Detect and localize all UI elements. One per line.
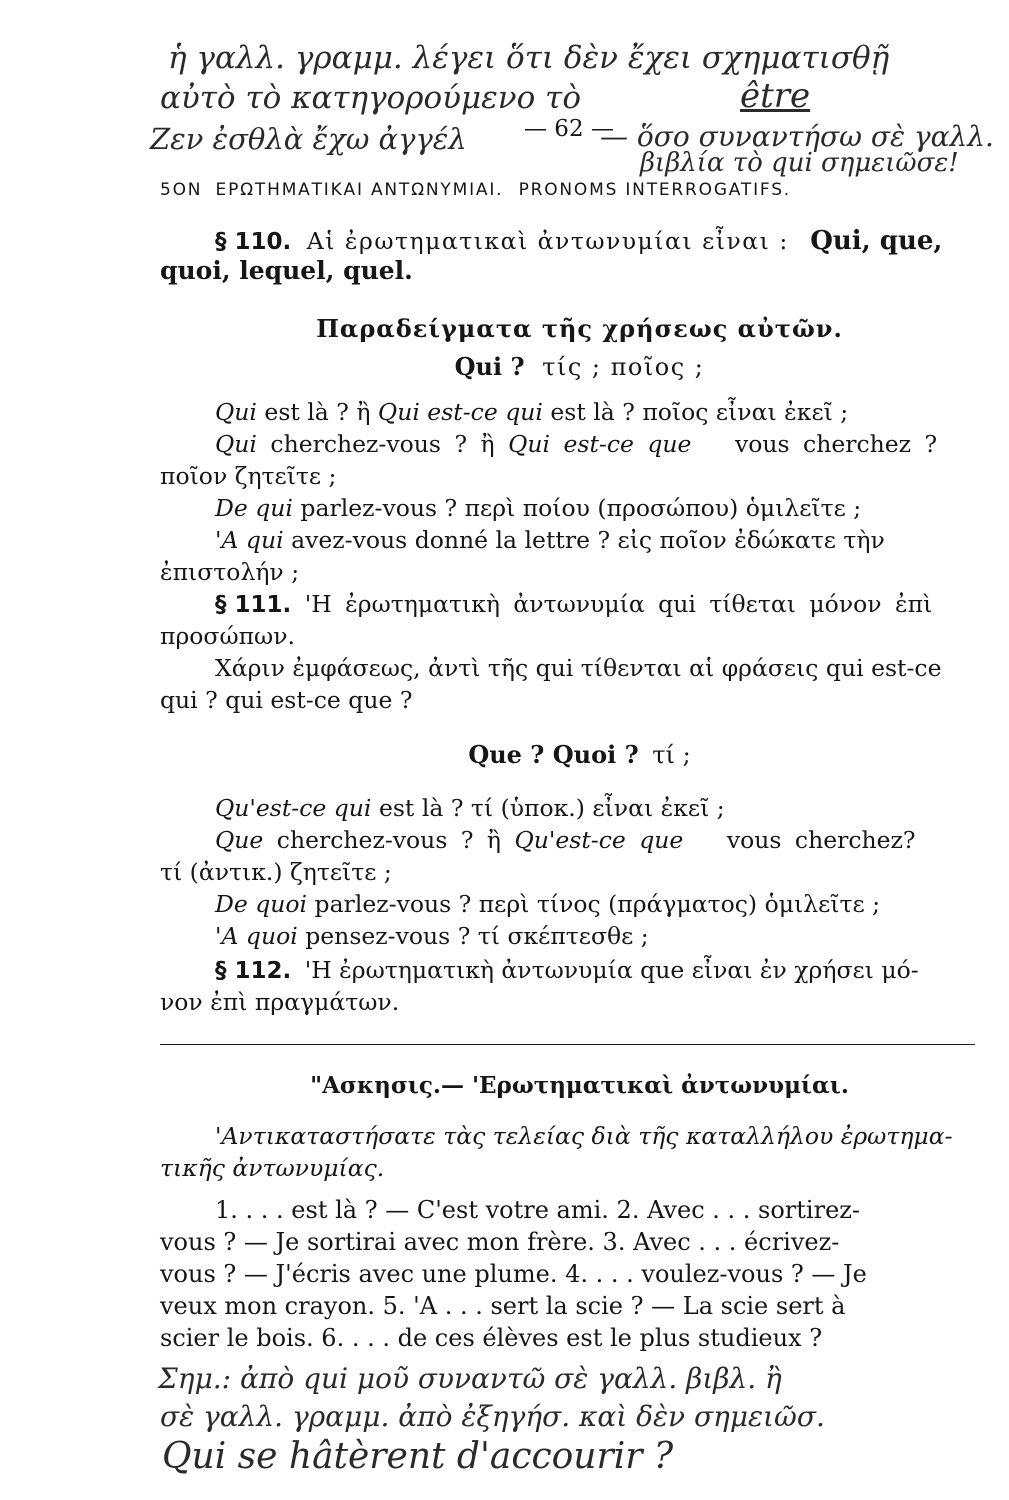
section-number: 5ON [160,180,203,200]
que-example-1: Qu'est-ce qui est là ? τί (ὑποκ.) εἶναι ἐκεῖ ; [215,794,725,822]
p110-bold-2: quoi, lequel, quel. [160,256,413,285]
handwritten-note-bottom-1: Σημ.: ἀπὸ qui μοῦ συναντῶ σὲ γαλλ. βιβλ. ἢ [158,1362,782,1395]
section-112-number: § 112. [215,958,292,984]
qui-example-2-cont: ποῖον ζητεῖτε ; [160,462,337,490]
handwritten-note-bottom-3: Qui se hâtèrent d'accourir ? [162,1436,674,1477]
page-number: — 62 — [524,116,614,142]
handwritten-note-1: ἡ γαλλ. γραμμ. λέγει ὅτι δὲν ἔχει σχηματισθῇ [168,40,890,76]
qui-example-3: De qui parlez-vous ? περὶ ποίου (προσώπου) ὁμιλεῖτε ; [215,494,862,522]
p111-text-2: προσώπων. [160,622,295,650]
exercise-line-4: veux mon crayon. 5. 'A . . . sert la scie ? — La scie sert à [160,1292,846,1320]
que-heading-greek: τί ; [652,741,691,769]
p111-text-3: Χάριν ἐμφάσεως, ἀντὶ τῆς qui τίθενται αἱ φράσεις qui est-ce [215,654,942,682]
qui-example-2: Qui cherchez-vous ? ἢ Qui est-ce que vous cherchez ? [215,430,938,458]
que-example-2-cont: τί (ἀντικ.) ζητεῖτε ; [160,858,392,886]
section-header [160,180,791,200]
exercise-instruction-2: τικῆς ἀντωνυμίας. [160,1154,385,1182]
p110-bold-1: Qui, que, [810,226,943,256]
paragraph-110 [215,226,942,256]
handwritten-note-3b: — ὅσο συναντήσω σὲ γαλλ. [600,120,994,153]
qui-heading-bold: Qui ? [454,352,525,381]
handwritten-note-4: βιβλία τὸ qui σημειῶσε! [640,148,959,178]
handwritten-note-2b: être [740,76,811,116]
exercise-line-2: vous ? — Je sortirai avec mon frère. 3. Avec . . . écrivez- [160,1228,840,1256]
qui-heading-greek: τίς ; ποῖος ; [542,353,705,381]
exercise-line-3: vous ? — J'écris avec une plume. 4. . . . voulez-vous ? — Je [160,1260,867,1288]
section-111-number: § 111. [215,592,292,618]
qui-example-1: Qui est là ? ἢ Qui est-ce qui est là ? ποῖος εἶναι ἐκεῖ ; [215,398,849,426]
qui-example-4: 'A qui avez-vous donné la lettre ? εἰς ποῖον ἐδώκατε τὴν [215,526,885,554]
p111-text-4: qui ? qui est-ce que ? [160,686,413,714]
p112-text-2: νον ἐπὶ πραγμάτων. [160,988,400,1016]
divider [160,1044,975,1045]
section-title-greek: ΕΡΩΤΗΜΑΤΙΚΑΙ ΑΝΤΩΝΥΜΙΑΙ. [215,180,504,200]
qui-example-4-cont: ἐπιστολήν ; [160,558,300,586]
paragraph-112: § 112. 'Η ἐρωτηματικὴ ἀντωνυμία que εἶναι ἐν χρήσει μό- [215,956,919,984]
exercise-line-1: 1. . . . est là ? — C'est votre ami. 2. Avec . . . sortirez- [215,1196,861,1224]
handwritten-note-3: Ζεν ἐσθλὰ ἔχω ἀγγέλ [150,122,467,156]
exercise-title: "Ασκησις.— 'Ερωτηματικαὶ ἀντωνυμίαι. [310,1072,849,1099]
p110-text: Αἱ ἐρωτηματικαὶ ἀντωνυμίαι εἶναι : [306,227,789,255]
handwritten-note-2: αὐτὸ τὸ κατηγορούμενο τὸ [160,80,581,116]
section-title-french: PRONOMS INTERROGATIFS. [518,180,791,200]
exercise-instruction-1: 'Αντικαταστήσατε τὰς τελείας διὰ τῆς καταλλήλου ἐρωτημα- [215,1122,953,1150]
handwritten-note-bottom-2: σὲ γαλλ. γραμμ. ἀπὸ ἐξηγήσ. καὶ δὲν σημειῶσ. [160,1400,825,1433]
que-example-3: De quoi parlez-vous ? περὶ τίνος (πράγματος) ὁμιλεῖτε ; [215,890,881,918]
exercise-line-5: scier le bois. 6. . . . de ces élèves est le plus studieux ? [160,1324,823,1352]
que-example-2: Que cherchez-vous ? ἢ Qu'est-ce que vous cherchez? [215,826,916,854]
examples-title: Παραδείγματα τῆς χρήσεως αὐτῶν. [316,314,843,343]
paragraph-111: § 111. 'Η ἐρωτηματικὴ ἀντωνυμία qui τίθεται μόνον ἐπὶ [215,590,933,618]
que-heading [0,740,1009,769]
section-110-number: § 110. [215,229,292,255]
qui-heading [0,352,1009,381]
que-example-4: 'A quoi pensez-vous ? τί σκέπτεσθε ; [215,922,649,950]
que-heading-bold: Que ? Quoi ? [468,740,639,769]
